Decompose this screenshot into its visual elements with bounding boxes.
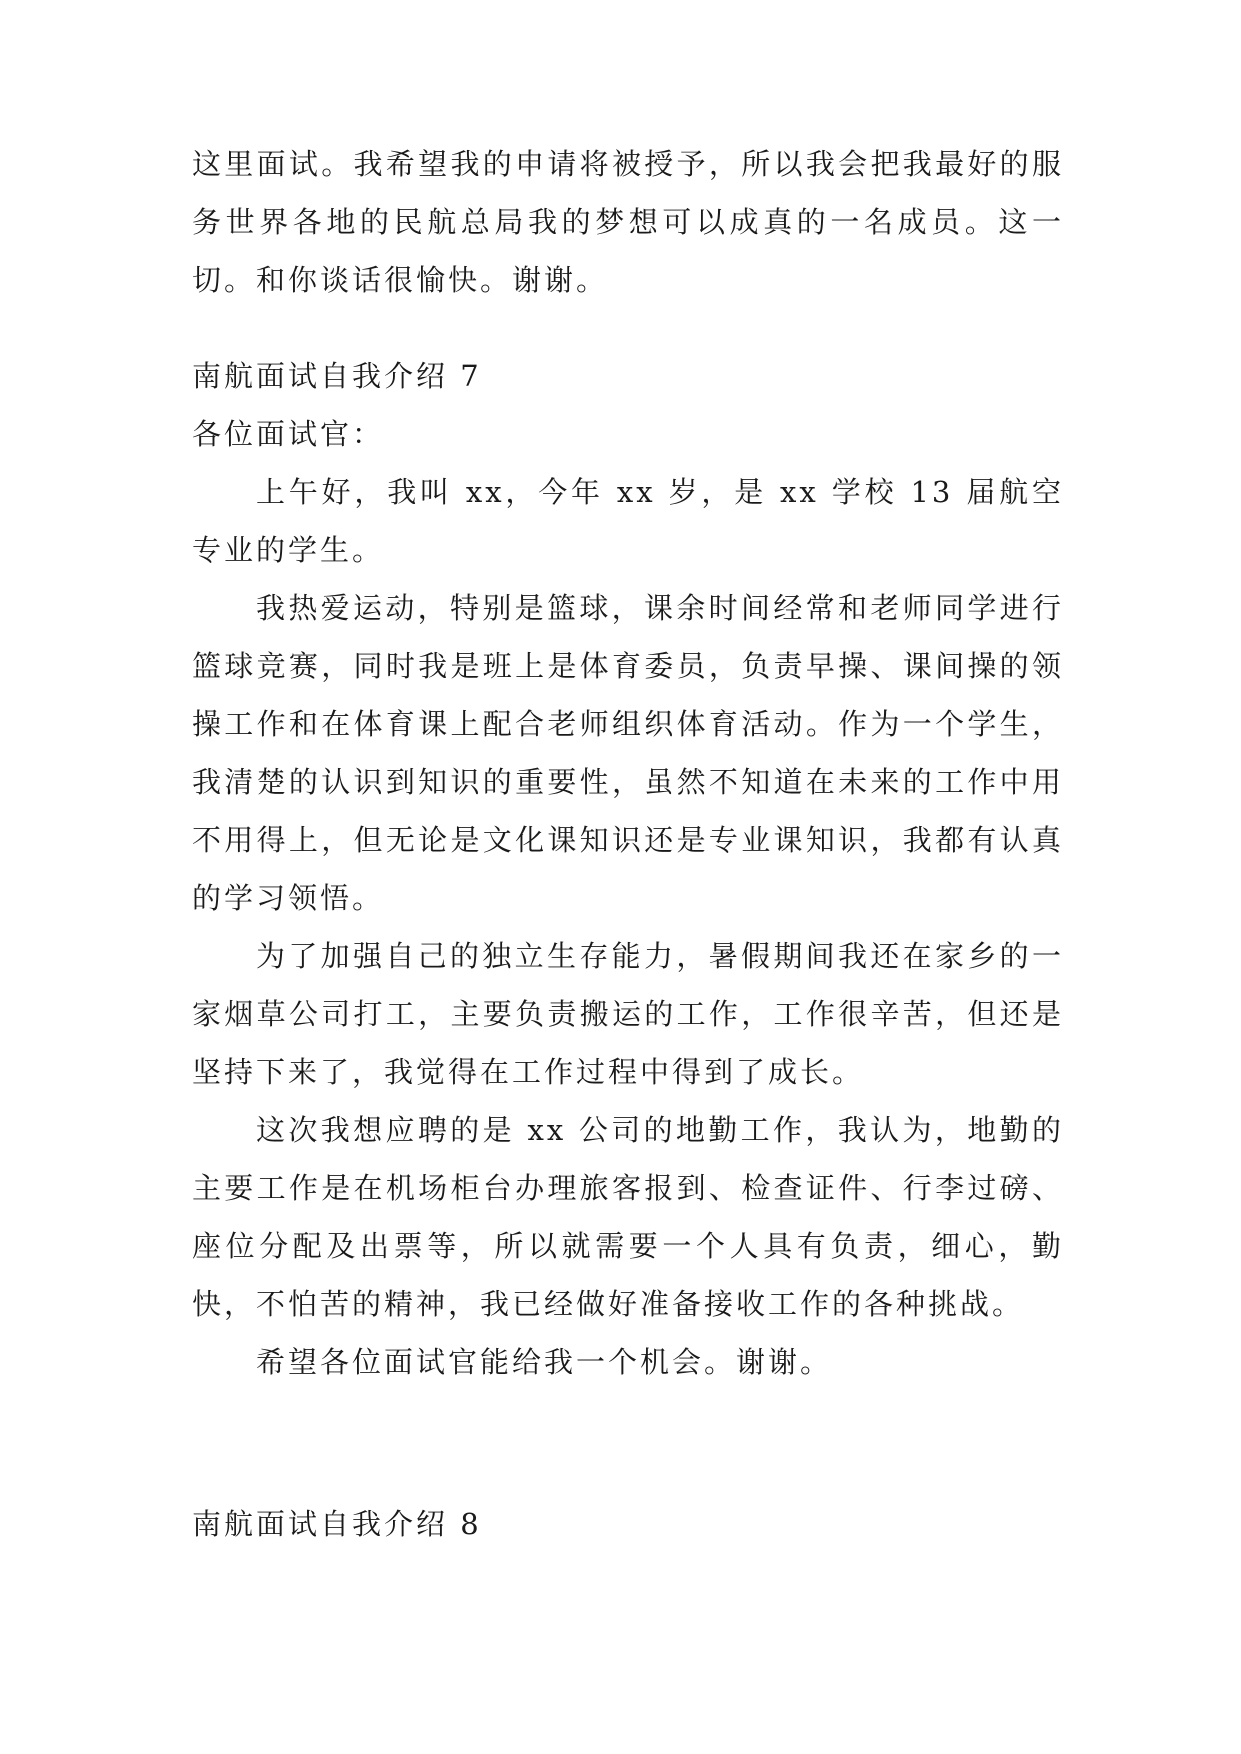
continuation-block: [192, 135, 1064, 309]
paragraph-closing: 希望各位面试官能给我一个机会。谢谢。: [256, 1345, 833, 1379]
section-7-title: 南航面试自我介绍 7: [192, 359, 482, 393]
paragraph-work-experience: 为了加强自己的独立生存能力，暑假期间我还在家乡的一家烟草公司打工，主要负责搬运的工作，工作很辛苦，但还是坚持下来了，我觉得在工作过程中得到了成长。: [192, 939, 1064, 1089]
paragraph-job-application: 这次我想应聘的是 xx 公司的地勤工作，我认为，地勤的主要工作是在机场柜台办理旅客报到、检查证件、行李过磅、座位分配及出票等，所以就需要一个人具有负责，细心，勤快，不怕苦的精神，我已经做好准备接收工作的各种挑战。: [192, 1113, 1064, 1321]
salutation: 各位面试官：: [192, 417, 385, 451]
continuation-paragraph: 这里面试。我希望我的申请将被授予，所以我会把我最好的服务世界各地的民航总局我的梦想可以成真的一名成员。这一切。和你谈话很愉快。谢谢。: [192, 147, 1064, 297]
paragraph-hobbies: 我热爱运动，特别是篮球，课余时间经常和老师同学进行篮球竞赛，同时我是班上是体育委员，负责早操、课间操的领操工作和在体育课上配合老师组织体育活动。作为一个学生，我清楚的认识到知识的重要性，虽然不知道在未来的工作中用不用得上，但无论是文化课知识还是专业课知识，我都有认真的学习领悟。: [192, 591, 1064, 915]
paragraph-intro: 上午好，我叫 xx，今年 xx 岁，是 xx 学校 13 届航空专业的学生。: [192, 475, 1064, 567]
section-8-title: 南航面试自我介绍 8: [192, 1507, 482, 1541]
section-7-body: [192, 405, 1064, 1391]
